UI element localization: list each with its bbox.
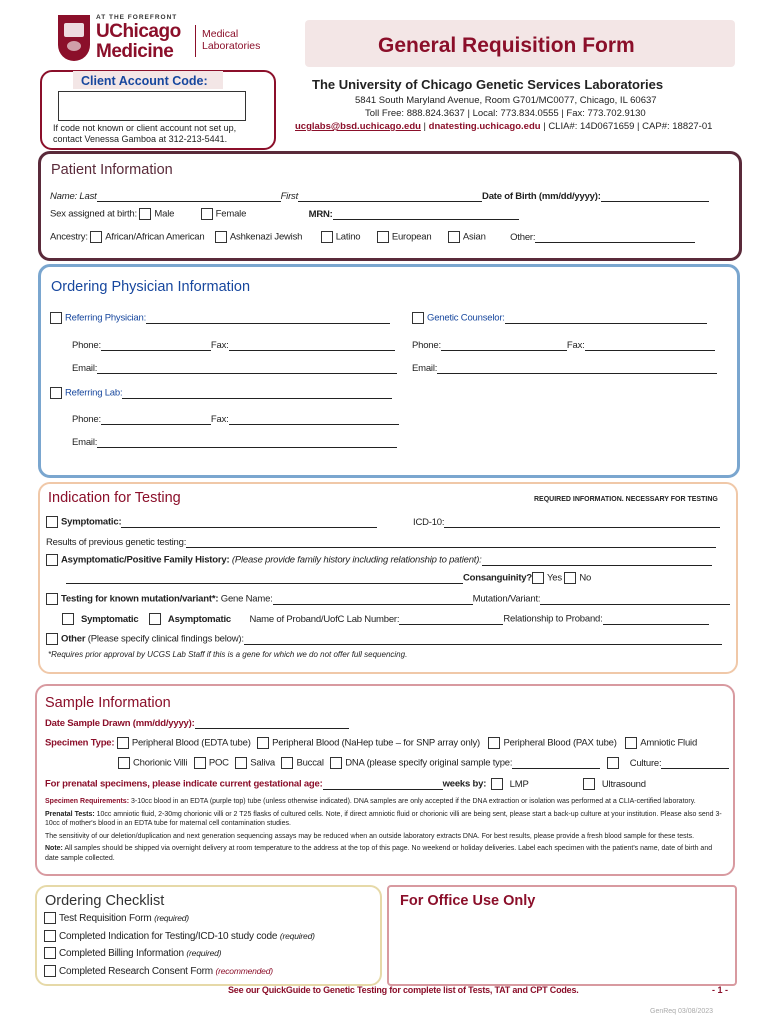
specimen-requirements <box>45 797 725 864</box>
lmp-label: LMP <box>509 778 529 790</box>
other-row <box>46 632 722 645</box>
sex-male-checkbox[interactable] <box>139 208 151 220</box>
client-account-label: Client Account Code: <box>81 74 208 88</box>
specimen-dna-field[interactable] <box>512 756 600 769</box>
logo-dept1: Medical <box>202 28 239 40</box>
checklist-item-checkbox[interactable] <box>44 912 56 924</box>
client-account-input[interactable] <box>58 91 246 121</box>
proband-name-label: Name of Proband/UofC Lab Number: <box>249 613 400 625</box>
genetic-counselor-field[interactable] <box>505 311 707 324</box>
checklist-item-checkbox[interactable] <box>44 965 56 977</box>
physician-info-title: Ordering Physician Information <box>51 279 251 295</box>
physician-fax-field[interactable] <box>229 338 395 351</box>
referring-physician-label: Referring Physician: <box>65 312 147 324</box>
specimen-dna-checkbox[interactable] <box>330 757 342 769</box>
req-label: Specimen Requirements: <box>45 798 130 805</box>
weeks-by-label: weeks by: <box>442 778 487 790</box>
specimen-edta-checkbox[interactable] <box>117 737 129 749</box>
sex-female-checkbox[interactable] <box>201 208 213 220</box>
logo <box>58 13 268 65</box>
other-note: (Please specify clinical findings below): <box>87 633 244 645</box>
specimen-row-1 <box>45 737 697 749</box>
lab-phone-row <box>72 412 399 425</box>
patient-info-title: Patient Information <box>51 162 173 178</box>
note-label: Note: <box>45 845 63 853</box>
lmp-checkbox[interactable] <box>491 778 503 790</box>
specimen-type-label: Specimen Type: <box>45 737 115 749</box>
contact-sep: | <box>420 121 429 132</box>
specimen-nahep-label: Peripheral Blood (NaHep tube – for SNP array only) <box>272 737 481 749</box>
ancestry-ashkenazi-checkbox[interactable] <box>215 231 227 243</box>
office-use-title: For Office Use Only <box>400 893 536 909</box>
results-prev-field[interactable] <box>186 535 716 548</box>
lab-email-row <box>72 435 397 448</box>
asymptomatic-row <box>46 553 712 566</box>
checklist-item-note: (recommended) <box>215 965 273 976</box>
referring-lab-field[interactable] <box>122 386 392 399</box>
note-text: All samples should be shipped via overnight delivery at room temperature to the address at the top of this page. No weekend or holiday deliveries. Label each specimen with the patient's name, date of birth and date sample collected. <box>45 845 713 862</box>
asymptomatic-field[interactable] <box>482 553 712 566</box>
specimen-amniotic-checkbox[interactable] <box>625 737 637 749</box>
sex-male-label: Male <box>154 208 175 220</box>
specimen-pax-label: Peripheral Blood (PAX tube) <box>503 737 617 749</box>
specimen-dna-label: DNA (please specify original sample type: <box>345 757 513 769</box>
first-name-field[interactable] <box>298 189 482 202</box>
logo-tagline: AT THE FOREFRONT <box>96 14 178 21</box>
checklist-item-note: (required) <box>279 930 315 941</box>
proband-name-field[interactable] <box>399 612 503 625</box>
known-symptomatic-checkbox[interactable] <box>62 613 74 625</box>
counselor-email-label: Email: <box>412 363 438 374</box>
sample-info-title: Sample Information <box>45 695 171 711</box>
consanguinity-no-label: No <box>579 572 592 584</box>
checklist-item-checkbox[interactable] <box>44 930 56 942</box>
checklist-item-checkbox[interactable] <box>44 947 56 959</box>
consanguinity-row <box>66 571 591 584</box>
checklist-item-label: Completed Billing Information <box>59 948 184 959</box>
logo-line1: UChicago <box>96 21 181 42</box>
specimen-amniotic-label: Amniotic Fluid <box>640 737 698 749</box>
dob-label: Date of Birth (mm/dd/yyyy): <box>482 191 601 202</box>
lab-phone-label: Phone: <box>72 414 101 425</box>
req-text: 3-10cc blood in an EDTA (purple top) tube (unless otherwise indicated). DNA samples are only accepted if the DNA extraction or isolation was performed at a CLIA-certified laboratory. <box>129 798 696 805</box>
genetic-counselor-checkbox[interactable] <box>412 312 424 324</box>
checklist-item-label: Completed Research Consent Form <box>59 965 213 977</box>
ancestry-asian-label: Asian <box>462 231 486 243</box>
checklist-item <box>44 963 315 981</box>
counselor-fax-label: Fax: <box>566 340 585 351</box>
specimen-buccal-label: Buccal <box>296 757 324 769</box>
logo-dept2: Laboratories <box>202 40 261 52</box>
checklist-item-label: Completed Indication for Testing/ICD-10 study code <box>59 930 278 942</box>
specimen-cvs-checkbox[interactable] <box>118 757 130 769</box>
genetic-counselor-label: Genetic Counselor: <box>427 312 505 324</box>
symptomatic-checkbox[interactable] <box>46 516 58 528</box>
genetic-counselor-row <box>412 311 707 324</box>
proband-row <box>62 612 709 625</box>
specimen-row-2 <box>118 756 729 769</box>
referring-physician-field[interactable] <box>146 311 390 324</box>
counselor-email-field[interactable] <box>437 361 717 374</box>
symptomatic-label: Symptomatic: <box>61 516 122 528</box>
logo-line2: Medicine <box>96 41 174 62</box>
mutation-label: Mutation/Variant: <box>472 593 541 605</box>
ultrasound-label: Ultrasound <box>601 778 646 790</box>
ultrasound-checkbox[interactable] <box>583 778 595 790</box>
physician-fax-label: Fax: <box>210 340 229 351</box>
patient-sex-row <box>50 207 519 220</box>
specimen-culture-checkbox[interactable] <box>607 757 619 769</box>
consanguinity-label: Consanguinity? <box>463 572 532 584</box>
lab-email-label: Email: <box>72 437 98 448</box>
lab-ids: | CLIA#: 14D0671659 | CAP#: 18827-01 <box>540 121 713 132</box>
results-prev-label: Results of previous genetic testing: <box>46 537 187 548</box>
icd10-label: ICD-10: <box>413 517 445 528</box>
physician-phone-row <box>72 338 395 351</box>
lab-phones: Toll Free: 888.824.3637 | Local: 773.834.0555 | Fax: 773.702.9130 <box>365 108 646 119</box>
lab-email-field[interactable] <box>97 435 397 448</box>
lab-email-link[interactable]: ucglabs@bsd.uchicago.edu <box>295 121 421 132</box>
mutation-field[interactable] <box>540 592 730 605</box>
indication-title: Indication for Testing <box>48 490 181 506</box>
consanguinity-no-checkbox[interactable] <box>564 572 576 584</box>
asymptomatic-checkbox[interactable] <box>46 554 58 566</box>
specimen-pax-checkbox[interactable] <box>488 737 500 749</box>
ancestry-african-label: African/African American <box>105 231 205 243</box>
other-field[interactable] <box>244 632 722 645</box>
results-prev-row <box>46 535 716 548</box>
ancestry-african-checkbox[interactable] <box>90 231 102 243</box>
ancestry-ashkenazi-label: Ashkenazi Jewish <box>229 231 303 243</box>
lab-contact <box>295 121 712 132</box>
physician-email-row <box>72 361 397 374</box>
specimen-cvs-label: Chorionic Villi <box>133 757 188 769</box>
first-name-label: First <box>280 191 299 202</box>
date-drawn-label: Date Sample Drawn (mm/dd/yyyy): <box>45 718 195 729</box>
other-label: Other <box>61 633 86 645</box>
symptomatic-row <box>46 515 377 528</box>
relationship-label: Relationship to Proband: <box>503 613 603 625</box>
specimen-saliva-checkbox[interactable] <box>235 757 247 769</box>
indication-footnote: *Requires prior approval by UCGS Lab Staff if this is a gene for which we do not offer full sequencing. <box>48 650 408 659</box>
known-mutation-label: Testing for known mutation/variant*: <box>61 593 219 605</box>
relationship-field[interactable] <box>603 612 709 625</box>
mrn-label: MRN: <box>308 208 333 220</box>
checklist-item <box>44 945 315 963</box>
checklist-items <box>44 910 315 980</box>
gestational-row <box>45 777 646 790</box>
counselor-fax-field[interactable] <box>585 338 715 351</box>
patient-name-row <box>50 189 709 202</box>
gene-name-label: Gene Name: <box>220 593 273 605</box>
counselor-phone-field[interactable] <box>441 338 567 351</box>
revision-date: GenReq 03/08/2023 <box>650 1008 714 1015</box>
sex-label: Sex assigned at birth: <box>50 208 137 220</box>
consanguinity-yes-checkbox[interactable] <box>532 572 544 584</box>
lab-fax-field[interactable] <box>229 412 399 425</box>
consanguinity-yes-label: Yes <box>546 572 562 584</box>
ancestry-label: Ancestry: <box>50 231 88 243</box>
specimen-edta-label: Peripheral Blood (EDTA tube) <box>131 737 251 749</box>
specimen-culture-field[interactable] <box>661 756 729 769</box>
counselor-email-row <box>412 361 717 374</box>
date-drawn-row <box>45 716 349 729</box>
checklist-item-label: Test Requisition Form <box>59 913 152 924</box>
checklist-item <box>44 910 315 928</box>
specimen-culture-label: Culture: <box>629 757 662 769</box>
specimen-saliva-label: Saliva <box>250 757 275 769</box>
client-note-1: If code not known or client account not set up, <box>53 123 237 133</box>
asymptomatic-note: (Please provide family history including relationship to patient): <box>231 554 482 566</box>
counselor-phone-row <box>412 338 715 351</box>
referring-physician-checkbox[interactable] <box>50 312 62 324</box>
sex-female-label: Female <box>215 208 247 220</box>
crest-icon <box>58 15 90 61</box>
checklist-title: Ordering Checklist <box>45 893 165 909</box>
checklist-item-note: (required) <box>186 948 222 958</box>
lab-name: The University of Chicago Genetic Services Laboratories <box>312 77 664 92</box>
prenatal-tests-label: Prenatal Tests: <box>45 810 95 818</box>
page-number: - 1 - <box>712 985 729 995</box>
ancestry-latino-checkbox[interactable] <box>321 231 333 243</box>
known-symptomatic-label: Symptomatic <box>81 613 139 625</box>
lab-phone-field[interactable] <box>101 412 211 425</box>
specimen-poc-label: POC <box>208 757 229 769</box>
icd10-field[interactable] <box>444 515 720 528</box>
known-mutation-row <box>46 592 730 605</box>
symptomatic-field[interactable] <box>121 515 377 528</box>
note-line <box>45 844 725 863</box>
asymptomatic-label: Asymptomatic/Positive Family History: <box>61 554 230 566</box>
checklist-item <box>44 928 315 946</box>
ancestry-other-field[interactable] <box>535 230 695 243</box>
req-line <box>45 797 725 807</box>
ancestry-asian-checkbox[interactable] <box>448 231 460 243</box>
referring-physician-row <box>50 311 390 324</box>
referring-lab-checkbox[interactable] <box>50 387 62 399</box>
ancestry-european-checkbox[interactable] <box>377 231 389 243</box>
gestational-age-field[interactable] <box>323 777 443 790</box>
indication-required-note: REQUIRED INFORMATION. NECESSARY FOR TESTING <box>534 496 718 503</box>
ancestry-latino-label: Latino <box>335 231 361 243</box>
prenatal-line <box>45 810 725 829</box>
patient-ancestry-row <box>50 230 695 243</box>
ancestry-european-label: European <box>391 231 432 243</box>
date-drawn-field[interactable] <box>195 716 349 729</box>
known-asymptomatic-checkbox[interactable] <box>149 613 161 625</box>
form-title: General Requisition Form <box>378 34 635 57</box>
gene-name-field[interactable] <box>273 592 473 605</box>
name-last-label: Name: Last <box>50 191 97 202</box>
icd10-row <box>413 515 720 528</box>
client-note-2: contact Venessa Gamboa at 312-213-5441. <box>53 134 228 144</box>
lab-address: 5841 South Maryland Avenue, Room G701/MC0077, Chicago, IL 60637 <box>355 95 657 106</box>
specimen-poc-checkbox[interactable] <box>194 757 206 769</box>
physician-email-field[interactable] <box>97 361 397 374</box>
physician-phone-field[interactable] <box>101 338 211 351</box>
footer-guide: See our QuickGuide to Genetic Testing for complete list of Tests, TAT and CPT Codes. <box>228 985 579 995</box>
last-name-field[interactable] <box>97 189 281 202</box>
counselor-phone-label: Phone: <box>412 340 441 351</box>
known-mutation-checkbox[interactable] <box>46 593 58 605</box>
specimen-buccal-checkbox[interactable] <box>281 757 293 769</box>
lab-website-link[interactable]: dnatesting.uchicago.edu <box>428 121 541 132</box>
referring-lab-row <box>50 386 392 399</box>
lab-fax-label: Fax: <box>210 414 229 425</box>
sensitivity-line: The sensitivity of our deletion/duplication and next generation sequencing assays may be reduced when an outside laboratory extracts DNA. For best results, please provide a fresh blood sample for these tests. <box>45 832 695 840</box>
physician-email-label: Email: <box>72 363 98 374</box>
prenatal-tests-text: 10cc amniotic fluid, 2-30mg chorionic villi or 2 T25 flasks of cultured cells. Note, if direct amniotic fluid or chorionic villi are being sent, please start a back-up culture at your institution. Please also send 3-10cc of mother's blood in an EDTA tube for maternal cell contamination studies. <box>45 810 722 828</box>
ancestry-other-label: Other: <box>510 231 536 243</box>
mrn-field[interactable] <box>333 207 519 220</box>
dob-field[interactable] <box>601 189 709 202</box>
referring-lab-label: Referring Lab: <box>65 387 123 399</box>
checklist-item-note: (required) <box>154 913 189 923</box>
known-asymptomatic-label: Asymptomatic <box>167 613 231 625</box>
specimen-nahep-checkbox[interactable] <box>257 737 269 749</box>
prenatal-label: For prenatal specimens, please indicate current gestational age: <box>45 778 323 790</box>
physician-phone-label: Phone: <box>72 340 101 351</box>
other-checkbox[interactable] <box>46 633 58 645</box>
family-history-field-2[interactable] <box>66 571 463 584</box>
